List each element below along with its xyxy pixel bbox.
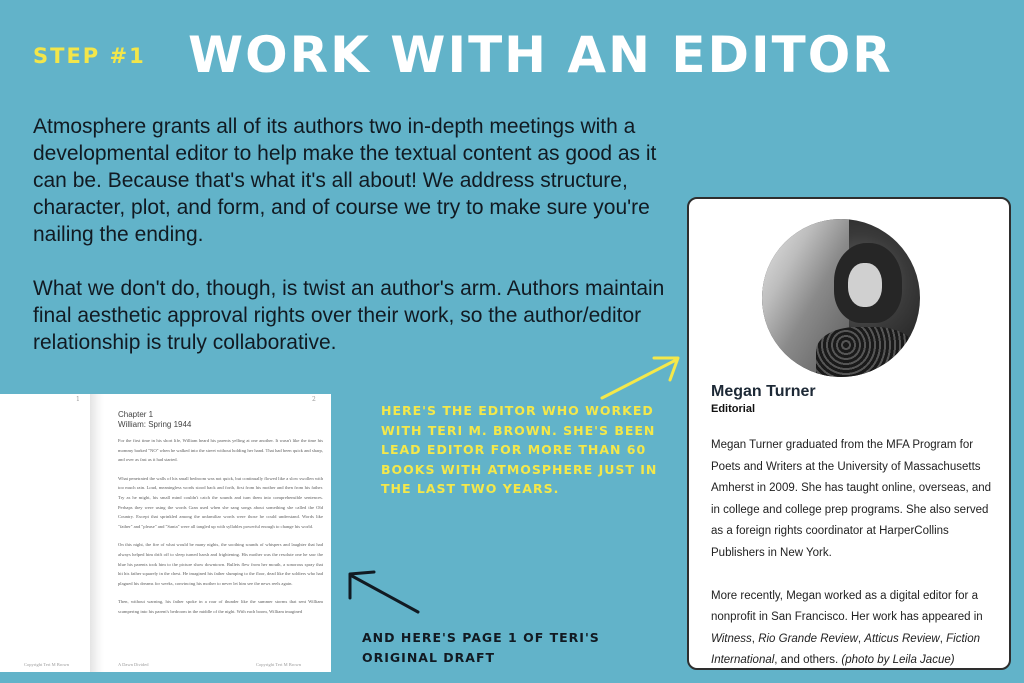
editor-photo bbox=[762, 219, 920, 377]
draft-page-image bbox=[0, 394, 331, 672]
editor-bio-paragraph-1: Megan Turner graduated from the MFA Program for Poets and Writers at the University of Massachusetts Amherst in 2009. She has taught online, overseas, and in college and college prep programs. She also served as a foreign rights coordinator at HarperCollins Publishers in New York. bbox=[711, 439, 992, 559]
publication-fiction-international: Fiction International bbox=[711, 632, 980, 667]
photo-credit: (photo by Leila Jacue) bbox=[841, 654, 955, 667]
page-title: WORK WITH AN EDITOR bbox=[188, 26, 893, 84]
bio-separator: , bbox=[857, 632, 865, 645]
intro-paragraph-2: What we don't do, though, is twist an author's arm. Authors maintain final aesthetic approval rights over their work, so the author/editor relationship is truly collaborative. bbox=[33, 277, 665, 354]
footer-copyright-left: Copyright Teri M Brown bbox=[24, 662, 69, 667]
footer-copyright-right: Copyright Teri M Brown bbox=[256, 662, 301, 667]
intro-text bbox=[33, 113, 683, 356]
page-number-left: 1 bbox=[76, 396, 80, 403]
editor-callout: HERE'S THE EDITOR WHO WORKED WITH TERI M. BROWN. SHE'S BEEN LEAD EDITOR FOR MORE THAN 60 BOOKS WITH ATMOSPHERE JUST IN THE LAST TWO YEARS. bbox=[381, 403, 658, 496]
step-label: STEP #1 bbox=[33, 44, 146, 68]
editor-role: Editorial bbox=[711, 403, 756, 415]
editor-bio bbox=[711, 435, 993, 672]
photo-face bbox=[848, 263, 882, 307]
footer-book-title: A Dawn Divided bbox=[118, 662, 149, 667]
manuscript-paragraph: On this night, the fire of what would be many nights, the soothing sounds of whispers and laughter that had always helped him drift off to sleep turned harsh and frightening. His mother was the resolute one he saw the blue his parents took him to the picture show downtown. Bullets flew from her mouth, a sonorous spray that hit his father squarely in the chest. He imagined his father slumping to the floor, dead like the soldiers who had plagued his dreams for weeks, convincing his mother to never let him see the news reels again. bbox=[118, 542, 323, 586]
publication-atticus-review: Atticus Review bbox=[864, 632, 940, 645]
arrow-right-up-icon bbox=[598, 352, 684, 402]
bio-text: , and others. bbox=[774, 654, 842, 667]
bio-text: More recently, Megan worked as a digital editor for a nonprofit in San Francisco. Her work has appeared in bbox=[711, 589, 983, 624]
bio-separator: , bbox=[751, 632, 759, 645]
page-number-right: 2 bbox=[312, 396, 316, 403]
editor-profile-card bbox=[687, 197, 1011, 670]
manuscript-paragraph: For the first time in his short life, William heard his parents yelling at one another. It wasn't like the time his mommy barked "NO" when he walked into the street without holding her hand. That had been quick and sharp, and over as fast as it had started. bbox=[118, 438, 323, 463]
intro-paragraph-1: Atmosphere grants all of its authors two in-depth meetings with a developmental editor to help make the textual content as good as it can be. Because that's what it's all about! We address structure, character, plot, and form, and of course we try to make sure you're nailing the ending. bbox=[33, 115, 657, 246]
manuscript-body bbox=[118, 436, 323, 626]
chapter-heading bbox=[118, 410, 191, 430]
photo-dress bbox=[816, 327, 916, 377]
editor-bio-paragraph-2 bbox=[711, 586, 993, 672]
chapter-subtitle: William: Spring 1944 bbox=[118, 420, 192, 429]
publication-witness: Witness bbox=[711, 632, 752, 645]
page-gutter bbox=[90, 394, 104, 672]
manuscript-paragraph: Then, without warning, his father spoke in a roar of thunder like the summer storms that sent William scampering into his parent's bedroom in the middle of the night. With each boom, William imagined bbox=[118, 599, 323, 614]
bio-separator: , bbox=[939, 632, 947, 645]
arrow-left-up-icon bbox=[342, 568, 422, 618]
editor-name: Megan Turner bbox=[711, 383, 816, 400]
chapter-number: Chapter 1 bbox=[118, 410, 154, 419]
publication-rio-grande-review: Rio Grande Review bbox=[758, 632, 858, 645]
draft-callout: AND HERE'S PAGE 1 OF TERI'S ORIGINAL DRAFT bbox=[362, 630, 600, 665]
manuscript-paragraph: What penetrated the walls of his small bedroom was not quick, but continually flowed like a slow swollen with too much rain. Loud, meaningless words stood back and forth, first from his mother and then from his father. Try as he might, his small mind couldn't catch the sounds and turn them into comprehensible sentences. Perhaps they were using the words Gran used when she sang songs about something she called the Old Country. Except that sprinkled among the unfamiliar words were those he could understand. Words like "father" and "please" and "Santa" were all tangled up with syllables powerful enough to change his world. bbox=[118, 475, 323, 529]
